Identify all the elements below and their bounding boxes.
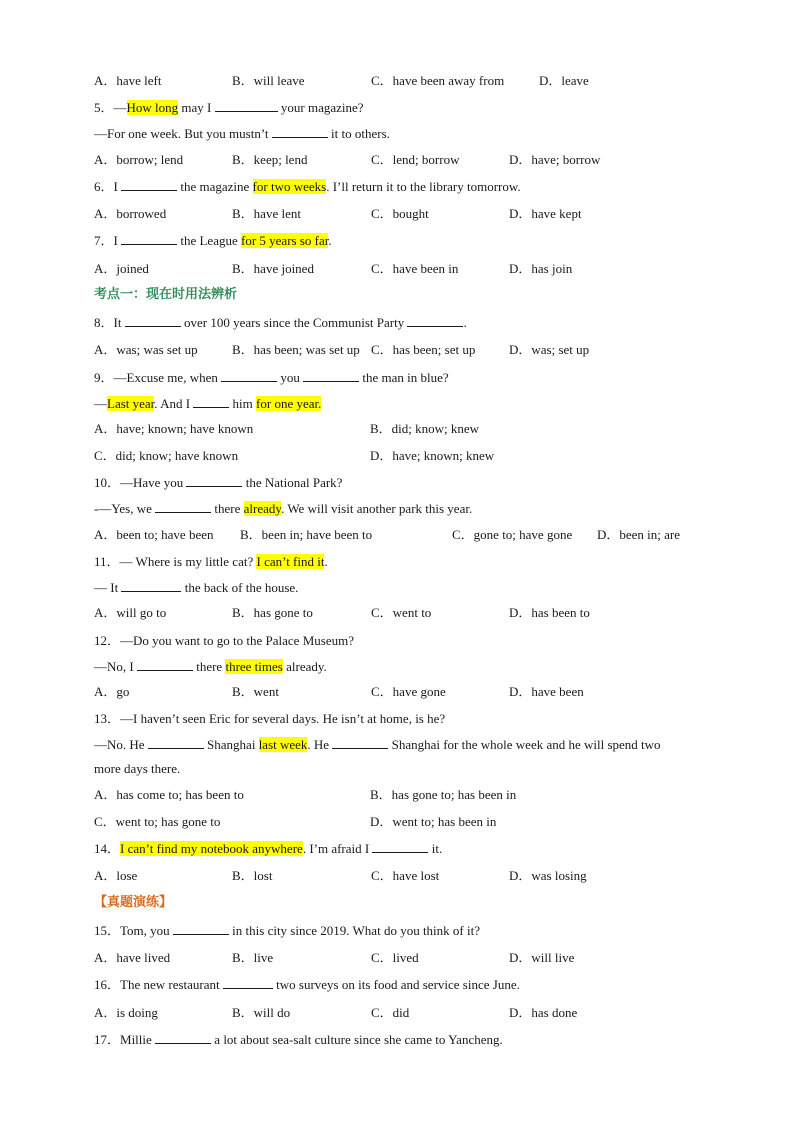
- section-heading-1: 考点一：现在时用法辨析: [94, 287, 238, 302]
- answer-blank: [193, 395, 229, 408]
- q12-option-a: A．go: [94, 684, 130, 699]
- q15-option-a: A．have lived: [94, 950, 171, 965]
- q16-option-a: A．is doing: [94, 1005, 158, 1020]
- q12-option-b: B．went: [232, 684, 279, 699]
- q8-option-b: B．has been; was set up: [232, 342, 360, 357]
- answer-blank: [173, 922, 229, 935]
- q11-option-a: A．will go to: [94, 605, 167, 620]
- answer-blank: [215, 99, 278, 112]
- answer-blank: [155, 1031, 211, 1044]
- q8-option-d: D．was; set up: [509, 342, 590, 357]
- highlight: for 5 years so far: [241, 233, 329, 248]
- question-13-line-3: more days there.: [94, 761, 181, 776]
- highlight: for two weeks: [252, 179, 327, 194]
- q6-option-b: B．have lent: [232, 206, 301, 221]
- q12-option-c: C．have gone: [371, 684, 446, 699]
- q15-option-c: C．lived: [371, 950, 419, 965]
- answer-blank: [121, 232, 177, 245]
- question-13-line-2: —No. He Shanghai last week. He Shanghai for the whole week and he will spend two: [94, 737, 661, 752]
- question-14: 14．I can’t find my notebook anywhere. I’m afraid I it.: [94, 841, 443, 856]
- section-heading-2: 【真题演练】: [94, 895, 173, 910]
- q5-option-a: A．borrow; lend: [94, 152, 184, 167]
- question-13: 13．—I haven’t seen Eric for several days. He isn’t at home, is he?: [94, 711, 446, 726]
- q13-option-a: A．has come to; has been to: [94, 787, 244, 802]
- q16-option-c: C．did: [371, 1005, 410, 1020]
- q4-option-d: D．leave: [539, 73, 589, 88]
- q11-option-c: C．went to: [371, 605, 432, 620]
- answer-blank: [121, 579, 181, 592]
- q9-option-c: C．did; know; have known: [94, 448, 239, 463]
- question-11: 11．— Where is my little cat? I can’t find it.: [94, 554, 328, 569]
- q10-option-d: D．been in; are: [597, 527, 681, 542]
- q16-option-b: B．will do: [232, 1005, 291, 1020]
- q4-option-a: A．have left: [94, 73, 162, 88]
- question-7: 7．I the League for 5 years so far.: [94, 233, 332, 248]
- question-9-line-2: —Last year. And I him for one year.: [94, 396, 322, 411]
- question-10-line-2: -—Yes, we there already. We will visit another park this year.: [94, 501, 473, 516]
- q9-option-a: A．have; known; have known: [94, 421, 254, 436]
- q9-option-b: B．did; know; knew: [370, 421, 480, 436]
- q5-option-b: B．keep; lend: [232, 152, 308, 167]
- highlight: Last year: [107, 396, 155, 411]
- question-5: 5．—How long may I your magazine?: [94, 100, 364, 115]
- answer-blank: [303, 369, 359, 382]
- question-8: 8．It over 100 years since the Communist Party .: [94, 315, 467, 330]
- q12-option-d: D．have been: [509, 684, 584, 699]
- q13-option-b: B．has gone to; has been in: [370, 787, 517, 802]
- answer-blank: [137, 658, 193, 671]
- highlight: already: [243, 501, 282, 516]
- q14-option-b: B．lost: [232, 868, 273, 883]
- q13-option-d: D．went to; has been in: [370, 814, 497, 829]
- q5-option-d: D．have; borrow: [509, 152, 601, 167]
- q14-option-a: A．lose: [94, 868, 138, 883]
- q14-option-c: C．have lost: [371, 868, 440, 883]
- q13-option-c: C．went to; has gone to: [94, 814, 221, 829]
- q7-option-b: B．have joined: [232, 261, 314, 276]
- question-12-line-2: —No, I there three times already.: [94, 659, 327, 674]
- answer-blank: [407, 314, 463, 327]
- q14-option-d: D．was losing: [509, 868, 587, 883]
- highlight: I can’t find my notebook anywhere: [120, 841, 303, 856]
- question-10: 10．—Have you the National Park?: [94, 475, 343, 490]
- answer-blank: [121, 178, 177, 191]
- answer-blank: [155, 500, 211, 513]
- question-11-line-2: — It the back of the house.: [94, 580, 299, 595]
- q10-option-c: C．gone to; have gone: [452, 527, 573, 542]
- q6-option-c: C．bought: [371, 206, 429, 221]
- answer-blank: [223, 976, 273, 989]
- highlight: last week: [258, 737, 308, 752]
- question-17: 17．Millie a lot about sea-salt culture since she came to Yancheng.: [94, 1032, 503, 1047]
- q10-option-a: A．been to; have been: [94, 527, 214, 542]
- q7-option-c: C．have been in: [371, 261, 459, 276]
- question-6: 6．I the magazine for two weeks. I’ll return it to the library tomorrow.: [94, 179, 521, 194]
- answer-blank: [221, 369, 277, 382]
- q5-option-c: C．lend; borrow: [371, 152, 460, 167]
- answer-blank: [186, 474, 242, 487]
- q4-option-c: C．have been away from: [371, 73, 505, 88]
- question-9: 9．—Excuse me, when you the man in blue?: [94, 370, 449, 385]
- q8-option-a: A．was; was set up: [94, 342, 198, 357]
- q6-option-d: D．have kept: [509, 206, 582, 221]
- q15-option-d: D．will live: [509, 950, 575, 965]
- q4-option-b: B．will leave: [232, 73, 305, 88]
- q8-option-c: C．has been; set up: [371, 342, 476, 357]
- q9-option-d: D．have; known; knew: [370, 448, 495, 463]
- question-15: 15．Tom, you in this city since 2019. What do you think of it?: [94, 923, 480, 938]
- answer-blank: [332, 736, 388, 749]
- q15-option-b: B．live: [232, 950, 274, 965]
- highlight: three times: [225, 659, 283, 674]
- highlight: I can’t find it: [256, 554, 325, 569]
- q7-option-d: D．has join: [509, 261, 573, 276]
- q11-option-b: B．has gone to: [232, 605, 313, 620]
- highlight: How long: [126, 100, 179, 115]
- q11-option-d: D．has been to: [509, 605, 590, 620]
- answer-blank: [272, 125, 328, 138]
- q6-option-a: A．borrowed: [94, 206, 167, 221]
- answer-blank: [372, 840, 428, 853]
- q10-option-b: B．been in; have been to: [240, 527, 373, 542]
- question-16: 16．The new restaurant two surveys on its food and service since June.: [94, 977, 520, 992]
- q16-option-d: D．has done: [509, 1005, 578, 1020]
- answer-blank: [125, 314, 181, 327]
- q7-option-a: A．joined: [94, 261, 149, 276]
- highlight: for one year.: [256, 396, 322, 411]
- question-12: 12．—Do you want to go to the Palace Museum?: [94, 633, 354, 648]
- answer-blank: [148, 736, 204, 749]
- question-5-line-2: —For one week. But you mustn’t it to others.: [94, 126, 390, 141]
